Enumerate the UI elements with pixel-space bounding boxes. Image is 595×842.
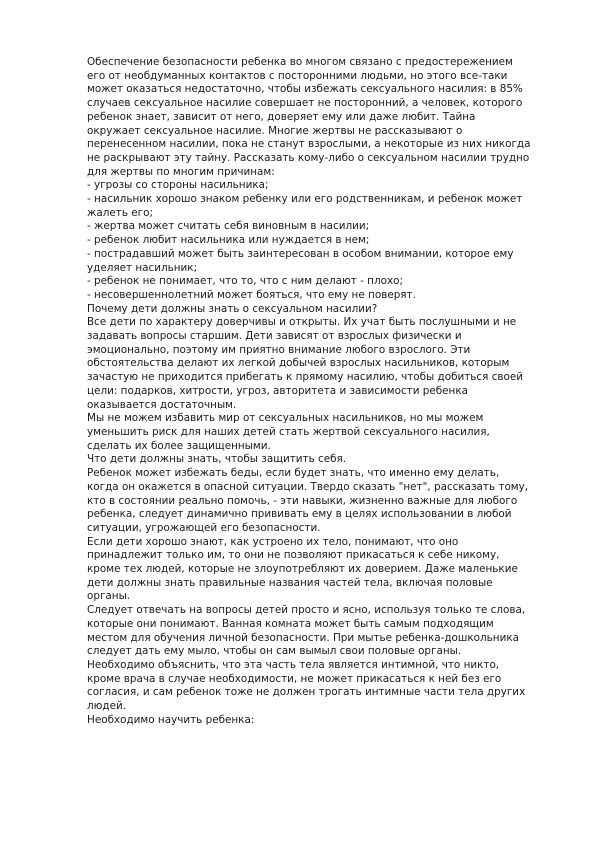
list-item-fear: - несовершеннолетний может бояться, что ему не поверят. [87,288,416,301]
list-item-misunderstanding: - ребенок не понимает, что то, что с ним делают - плохо; [87,275,403,288]
list-item-love: - ребенок любит насильника или нуждается в нем; [87,234,370,247]
paragraph-reduce-risk: Мы не можем избавить мир от сексуальных насильников, но мы можем уменьшить риск для наших детей стать жертвой сексуального насилия, сделать их более защищенными. [87,412,490,452]
heading-why: Почему дети должны знать о сексуальном насилии? [87,302,378,315]
document-body [87,56,532,727]
paragraph-teach: Необходимо научить ребенка: [87,713,255,726]
list-item-threats: - угрозы со стороны насильника; [87,179,269,192]
paragraph-intro: Обеспечение безопасности ребенка во многом связано с предостережением его от необдуманных контактов с посторонними людьми, но этого все-таки может оказаться недостаточно, чтобы избежать сексуального насилия: в 85% случаев сексуальное насилие совершает не посторонний, а человек, которого ребенок знает, зависит от него, доверяет ему или даже любит. Тайна окружает сексуальное насилие. Многие жертвы не рассказывают о перенесенном насилии, пока не станут взрослыми, а некоторые из них никогда не раскрывают эту тайну. Рассказать кому-либо о сексуальном насилии трудно для жертвы по многим причинам: [87,56,531,178]
paragraph-avoid-trouble: Ребенок может избежать беды, если будет знать, что именно ему делать, когда он окажется в опасной ситуации. Твердо сказать "нет", рассказать тому, кто в состоянии реально помочь, - эти навыки, жизненно важные для любого ребенка, следует динамично прививать ему в целях использовании в любой ситуации, угрожающей его безопасности. [87,467,529,534]
paragraph-body-knowledge: Если дети хорошо знают, как устроено их тело, понимают, что оно принадлежит только им, то они не позволяют прикасаться к себе никому, кроме тех людей, которые не злоупотребляют их доверием. Даже маленькие дети должны знать правильные названия частей тела, включая половые органы. [87,535,518,603]
list-item-guilt: - жертва может считать себя виновным в насилии; [87,220,370,233]
paragraph-answer-questions: Следует отвечать на вопросы детей просто и ясно, используя только те слова, которые они понимают. Ванная комната может быть самым подходящим местом для обучения личной безопасности. При мытье ребенка-дошкольника следует дать ему мыло, чтобы он сам вымыл свои половые органы. Необходимо объяснить, что эта часть тела является интимной, что никто, кроме врача в случае необходимости, не может прикасаться к ней без его согласия, и сам ребенок тоже не должен трогать интимные части тела других людей. [87,604,526,713]
list-item-acquaintance: - насильник хорошо знаком ребенку или его родственникам, и ребенок может жалеть его; [87,193,523,219]
paragraph-trust: Все дети по характеру доверчивы и открыты. Их учат быть послушными и не задавать вопросы старшим. Дети зависят от взрослых физически и эмоционально, поэтому им приятно внимание любого взрослого. Эти обстоятельства делают их легкой добычей взрослых насильников, которым зачастую не приходится прибегать к прямому насилию, чтобы добиться своей цели: подарков, хитрости, угроз, авторитета и зависимости ребенка оказывается достаточным. [87,316,524,411]
heading-what-to-know: Что дети должны знать, чтобы защитить себя. [87,453,347,466]
list-item-attention: - пострадавший может быть заинтересован в особом внимании, которое ему уделяет насильник; [87,247,514,274]
